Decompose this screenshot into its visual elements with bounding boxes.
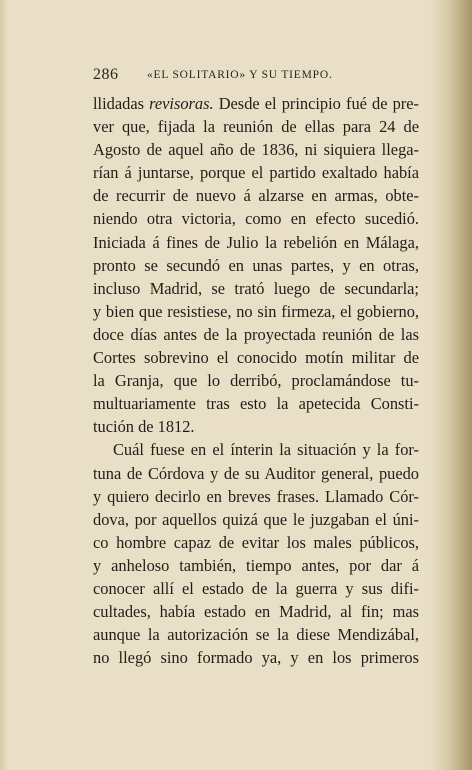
text-line: dova, por aquellos quizá que le juzgaban el úni-	[93, 509, 419, 529]
text-line: y bien que resistiese, no sin firmeza, el gobierno,	[93, 301, 419, 321]
text-line: y anheloso también, tiempo antes, por dar á	[93, 555, 419, 575]
text-line: y quiero decirlo en breves frases. Llamado Cór-	[93, 486, 419, 506]
text-line: la Granja, que lo derribó, proclamándose tu-	[93, 371, 419, 391]
text-line: no llegó sino formado ya, y en los primeros	[93, 648, 419, 668]
text-line: co hombre capaz de evitar los males públicos,	[93, 532, 419, 552]
text-line: incluso Madrid, se trató luego de secundarla;	[93, 278, 419, 298]
text-line: Cortes sobrevino el conocido motín militar de	[93, 348, 419, 368]
text-line: tución de 1812.	[93, 417, 195, 437]
page-spine-shadow	[430, 0, 472, 770]
text-line: doce días antes de la proyectada reunión de las	[93, 324, 419, 344]
page-left-edge	[0, 0, 8, 770]
text-line: pronto se secundó en unas partes, y en otras,	[93, 255, 419, 275]
italic-word: revisoras.	[149, 94, 214, 113]
text-line: de recurrir de nuevo á alzarse en armas, obte-	[93, 186, 419, 206]
text-line: aunque la autorización se la diese Mendizábal,	[93, 625, 419, 645]
text-line: niendo otra victoria, como en efecto sucedió.	[93, 209, 419, 229]
page-header	[93, 66, 413, 88]
text-line: Agosto de aquel año de 1836, ni siquiera llega-	[93, 140, 419, 160]
text-line: Cuál fuese en el ínterin la situación y la for-	[113, 440, 419, 460]
text-line: conocer allí el estado de la guerra y sus difi-	[93, 578, 419, 598]
text-line: cultades, había estado en Madrid, al fin; mas	[93, 602, 419, 622]
text-line: multuariamente tras esto la apetecida Consti-	[93, 394, 419, 414]
text-line: ver que, fijada la reunión de ellas para 24 de	[93, 117, 419, 137]
body-text	[93, 92, 419, 669]
text-line: llidadas revisoras. Desde el principio fué de pre-	[93, 94, 419, 113]
running-title: «EL SOLITARIO» Y SU TIEMPO.	[147, 69, 333, 81]
text-line: rían á juntarse, porque el partido exaltado había	[93, 163, 419, 183]
page-number: 286	[93, 66, 119, 83]
text-line: tuna de Córdova y de su Auditor general, puedo	[93, 463, 419, 483]
text-line: Iniciada á fines de Julio la rebelión en Málaga,	[93, 232, 419, 252]
